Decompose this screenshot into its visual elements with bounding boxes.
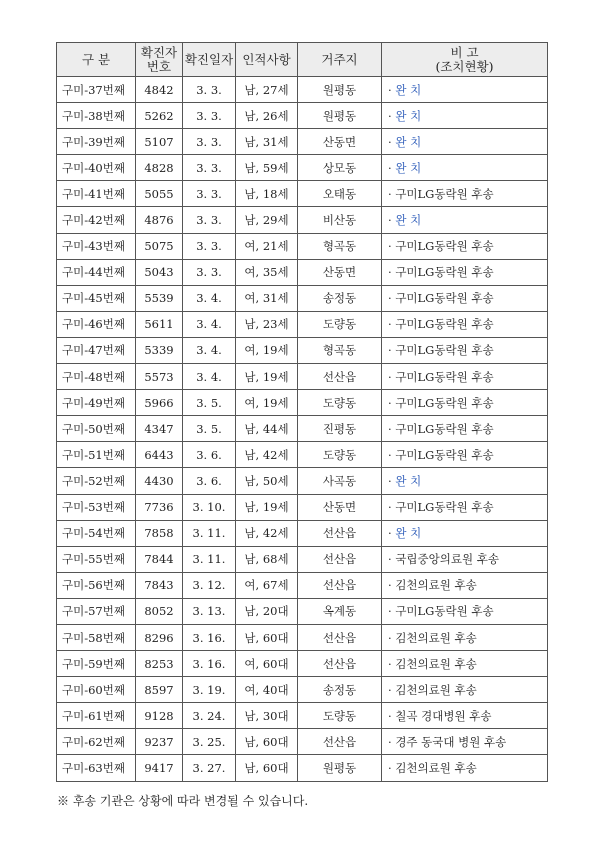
confirm-number-cell: 9417 xyxy=(136,755,183,781)
person-info-cell: 여, 35세 xyxy=(236,259,298,285)
table-body xyxy=(57,77,548,782)
note-bullet: · xyxy=(388,213,396,228)
case-id-cell: 구미-40번째 xyxy=(57,155,136,181)
table-row xyxy=(57,572,548,598)
confirm-date-cell: 3. 19. xyxy=(183,677,236,703)
table-row xyxy=(57,651,548,677)
status-note-cell xyxy=(382,703,548,729)
note-bullet: · xyxy=(388,395,396,410)
confirm-number-cell: 5339 xyxy=(136,337,183,363)
person-info-cell: 남, 20대 xyxy=(236,598,298,624)
residence-cell: 산동면 xyxy=(298,129,382,155)
confirm-date-cell: 3. 3. xyxy=(183,181,236,207)
confirm-number-cell: 4430 xyxy=(136,468,183,494)
recovered-status: 완 치 xyxy=(395,526,422,541)
table-row xyxy=(57,755,548,781)
recovered-status: 완 치 xyxy=(395,213,422,228)
header-person: 인적사항 xyxy=(236,43,298,77)
confirm-number-cell: 5055 xyxy=(136,181,183,207)
transfer-status: 구미LG동락원 후송 xyxy=(395,369,494,384)
confirm-date-cell: 3. 3. xyxy=(183,155,236,181)
confirm-date-cell: 3. 10. xyxy=(183,494,236,520)
residence-cell: 진평동 xyxy=(298,416,382,442)
confirm-number-cell: 4842 xyxy=(136,77,183,103)
transfer-status: 김천의료원 후송 xyxy=(395,630,477,645)
table-row xyxy=(57,729,548,755)
residence-cell: 산동면 xyxy=(298,494,382,520)
residence-cell: 도량동 xyxy=(298,311,382,337)
person-info-cell: 남, 60대 xyxy=(236,729,298,755)
note-bullet: · xyxy=(388,760,396,775)
table-row xyxy=(57,77,548,103)
status-note-cell xyxy=(382,103,548,129)
note-bullet: · xyxy=(388,552,396,567)
table-row xyxy=(57,103,548,129)
person-info-cell: 여, 40대 xyxy=(236,677,298,703)
case-id-cell: 구미-50번째 xyxy=(57,416,136,442)
table-row xyxy=(57,337,548,363)
footnote: ※ 후송 기관은 상황에 따라 변경될 수 있습니다. xyxy=(57,794,309,808)
person-info-cell: 남, 19세 xyxy=(236,364,298,390)
person-info-cell: 남, 29세 xyxy=(236,207,298,233)
residence-cell: 도량동 xyxy=(298,442,382,468)
header-confirm-number xyxy=(136,43,183,77)
note-bullet: · xyxy=(388,343,396,358)
table-row xyxy=(57,259,548,285)
residence-cell: 형곡동 xyxy=(298,233,382,259)
status-note-cell xyxy=(382,468,548,494)
status-note-cell xyxy=(382,520,548,546)
residence-cell: 선산읍 xyxy=(298,729,382,755)
confirm-date-cell: 3. 4. xyxy=(183,311,236,337)
status-note-cell xyxy=(382,546,548,572)
note-bullet: · xyxy=(388,369,396,384)
status-note-cell xyxy=(382,729,548,755)
status-note-cell xyxy=(382,259,548,285)
confirm-date-cell: 3. 4. xyxy=(183,285,236,311)
transfer-status: 구미LG동락원 후송 xyxy=(395,317,494,332)
header-residence: 거주지 xyxy=(298,43,382,77)
status-note-cell xyxy=(382,416,548,442)
confirm-date-cell: 3. 16. xyxy=(183,624,236,650)
note-bullet: · xyxy=(388,473,396,488)
person-info-cell: 남, 59세 xyxy=(236,155,298,181)
residence-cell: 옥계동 xyxy=(298,598,382,624)
status-note-cell xyxy=(382,624,548,650)
note-bullet: · xyxy=(388,630,396,645)
note-bullet: · xyxy=(388,604,396,619)
residence-cell: 형곡동 xyxy=(298,337,382,363)
confirm-date-cell: 3. 4. xyxy=(183,364,236,390)
table-row xyxy=(57,364,548,390)
transfer-status: 김천의료원 후송 xyxy=(395,760,477,775)
confirm-number-cell: 4828 xyxy=(136,155,183,181)
header-confirm-number-line1: 확진자 xyxy=(140,44,178,60)
confirm-date-cell: 3. 13. xyxy=(183,598,236,624)
status-note-cell xyxy=(382,77,548,103)
case-id-cell: 구미-47번째 xyxy=(57,337,136,363)
confirm-number-cell: 5611 xyxy=(136,311,183,337)
confirm-date-cell: 3. 3. xyxy=(183,103,236,129)
header-confirm-number-line2: 번호 xyxy=(146,58,172,74)
note-bullet: · xyxy=(388,265,396,280)
transfer-status: 구미LG동락원 후송 xyxy=(395,343,494,358)
confirm-date-cell: 3. 3. xyxy=(183,207,236,233)
note-bullet: · xyxy=(388,500,396,515)
residence-cell: 산동면 xyxy=(298,259,382,285)
table-row xyxy=(57,129,548,155)
status-note-cell xyxy=(382,651,548,677)
status-note-cell xyxy=(382,755,548,781)
case-id-cell: 구미-41번째 xyxy=(57,181,136,207)
confirm-date-cell: 3. 25. xyxy=(183,729,236,755)
case-id-cell: 구미-39번째 xyxy=(57,129,136,155)
table-row xyxy=(57,468,548,494)
confirm-number-cell: 6443 xyxy=(136,442,183,468)
confirm-number-cell: 5262 xyxy=(136,103,183,129)
confirm-date-cell: 3. 5. xyxy=(183,416,236,442)
note-bullet: · xyxy=(388,578,396,593)
status-note-cell xyxy=(382,364,548,390)
person-info-cell: 여, 19세 xyxy=(236,390,298,416)
residence-cell: 상모동 xyxy=(298,155,382,181)
case-id-cell: 구미-46번째 xyxy=(57,311,136,337)
note-bullet: · xyxy=(388,108,396,123)
patient-table xyxy=(56,42,548,782)
case-id-cell: 구미-57번째 xyxy=(57,598,136,624)
status-note-cell xyxy=(382,207,548,233)
status-note-cell xyxy=(382,155,548,181)
status-note-cell xyxy=(382,677,548,703)
table-row xyxy=(57,624,548,650)
table-row xyxy=(57,598,548,624)
table-row xyxy=(57,207,548,233)
transfer-status: 구미LG동락원 후송 xyxy=(395,186,494,201)
confirm-date-cell: 3. 5. xyxy=(183,390,236,416)
residence-cell: 송정동 xyxy=(298,285,382,311)
confirm-number-cell: 8052 xyxy=(136,598,183,624)
residence-cell: 사곡동 xyxy=(298,468,382,494)
table-row xyxy=(57,285,548,311)
confirm-date-cell: 3. 6. xyxy=(183,442,236,468)
recovered-status: 완 치 xyxy=(395,473,422,488)
case-id-cell: 구미-43번째 xyxy=(57,233,136,259)
case-id-cell: 구미-42번째 xyxy=(57,207,136,233)
note-bullet: · xyxy=(388,317,396,332)
person-info-cell: 남, 68세 xyxy=(236,546,298,572)
confirm-date-cell: 3. 3. xyxy=(183,233,236,259)
transfer-status: 국립중앙의료원 후송 xyxy=(395,552,499,567)
confirm-date-cell: 3. 11. xyxy=(183,546,236,572)
case-id-cell: 구미-60번째 xyxy=(57,677,136,703)
person-info-cell: 남, 18세 xyxy=(236,181,298,207)
confirm-number-cell: 5966 xyxy=(136,390,183,416)
residence-cell: 도량동 xyxy=(298,703,382,729)
confirm-number-cell: 5043 xyxy=(136,259,183,285)
recovered-status: 완 치 xyxy=(395,108,422,123)
header-note xyxy=(382,43,548,77)
residence-cell: 선산읍 xyxy=(298,624,382,650)
note-bullet: · xyxy=(388,526,396,541)
person-info-cell: 여, 19세 xyxy=(236,337,298,363)
person-info-cell: 남, 50세 xyxy=(236,468,298,494)
case-id-cell: 구미-52번째 xyxy=(57,468,136,494)
confirm-number-cell: 9128 xyxy=(136,703,183,729)
person-info-cell: 여, 67세 xyxy=(236,572,298,598)
confirm-number-cell: 8253 xyxy=(136,651,183,677)
case-id-cell: 구미-45번째 xyxy=(57,285,136,311)
confirm-date-cell: 3. 4. xyxy=(183,337,236,363)
person-info-cell: 남, 60대 xyxy=(236,755,298,781)
residence-cell: 선산읍 xyxy=(298,364,382,390)
table-row xyxy=(57,520,548,546)
confirm-number-cell: 5573 xyxy=(136,364,183,390)
person-info-cell: 남, 42세 xyxy=(236,520,298,546)
case-id-cell: 구미-38번째 xyxy=(57,103,136,129)
note-bullet: · xyxy=(388,734,396,749)
person-info-cell: 남, 26세 xyxy=(236,103,298,129)
residence-cell: 송정동 xyxy=(298,677,382,703)
recovered-status: 완 치 xyxy=(395,134,422,149)
person-info-cell: 남, 30대 xyxy=(236,703,298,729)
note-bullet: · xyxy=(388,656,396,671)
person-info-cell: 남, 23세 xyxy=(236,311,298,337)
status-note-cell xyxy=(382,129,548,155)
confirm-date-cell: 3. 3. xyxy=(183,129,236,155)
case-id-cell: 구미-37번째 xyxy=(57,77,136,103)
confirm-date-cell: 3. 11. xyxy=(183,520,236,546)
transfer-status: 김천의료원 후송 xyxy=(395,656,477,671)
table-row xyxy=(57,311,548,337)
note-bullet: · xyxy=(388,291,396,306)
person-info-cell: 남, 60대 xyxy=(236,624,298,650)
transfer-status: 김천의료원 후송 xyxy=(395,682,477,697)
table-row xyxy=(57,546,548,572)
transfer-status: 구미LG동락원 후송 xyxy=(395,447,494,462)
confirm-number-cell: 5539 xyxy=(136,285,183,311)
status-note-cell xyxy=(382,285,548,311)
residence-cell: 선산읍 xyxy=(298,572,382,598)
confirm-number-cell: 4876 xyxy=(136,207,183,233)
transfer-status: 구미LG동락원 후송 xyxy=(395,395,494,410)
case-id-cell: 구미-59번째 xyxy=(57,651,136,677)
note-bullet: · xyxy=(388,682,396,697)
confirm-date-cell: 3. 27. xyxy=(183,755,236,781)
residence-cell: 비산동 xyxy=(298,207,382,233)
residence-cell: 도량동 xyxy=(298,390,382,416)
residence-cell: 원평동 xyxy=(298,103,382,129)
recovered-status: 완 치 xyxy=(395,82,422,97)
confirm-date-cell: 3. 12. xyxy=(183,572,236,598)
transfer-status: 구미LG동락원 후송 xyxy=(395,604,494,619)
residence-cell: 선산읍 xyxy=(298,546,382,572)
confirm-number-cell: 9237 xyxy=(136,729,183,755)
table-row xyxy=(57,703,548,729)
status-note-cell xyxy=(382,233,548,259)
person-info-cell: 남, 31세 xyxy=(236,129,298,155)
transfer-status: 구미LG동락원 후송 xyxy=(395,500,494,515)
transfer-status: 구미LG동락원 후송 xyxy=(395,239,494,254)
case-id-cell: 구미-49번째 xyxy=(57,390,136,416)
note-bullet: · xyxy=(388,186,396,201)
table-row xyxy=(57,677,548,703)
header-confirm-date: 확진일자 xyxy=(183,43,236,77)
case-id-cell: 구미-56번째 xyxy=(57,572,136,598)
note-bullet: · xyxy=(388,160,396,175)
case-id-cell: 구미-61번째 xyxy=(57,703,136,729)
residence-cell: 원평동 xyxy=(298,755,382,781)
confirm-number-cell: 5107 xyxy=(136,129,183,155)
status-note-cell xyxy=(382,390,548,416)
transfer-status: 김천의료원 후송 xyxy=(395,578,477,593)
person-info-cell: 남, 27세 xyxy=(236,77,298,103)
confirm-number-cell: 4347 xyxy=(136,416,183,442)
table-row xyxy=(57,390,548,416)
case-id-cell: 구미-55번째 xyxy=(57,546,136,572)
status-note-cell xyxy=(382,494,548,520)
table-row xyxy=(57,494,548,520)
person-info-cell: 남, 44세 xyxy=(236,416,298,442)
note-bullet: · xyxy=(388,239,396,254)
transfer-status: 구미LG동락원 후송 xyxy=(395,291,494,306)
confirm-date-cell: 3. 16. xyxy=(183,651,236,677)
case-id-cell: 구미-54번째 xyxy=(57,520,136,546)
header-category: 구 분 xyxy=(57,43,136,77)
transfer-status: 경주 동국대 병원 후송 xyxy=(395,734,507,749)
case-id-cell: 구미-51번째 xyxy=(57,442,136,468)
residence-cell: 선산읍 xyxy=(298,520,382,546)
confirm-number-cell: 8296 xyxy=(136,624,183,650)
confirm-date-cell: 3. 6. xyxy=(183,468,236,494)
person-info-cell: 여, 31세 xyxy=(236,285,298,311)
case-id-cell: 구미-63번째 xyxy=(57,755,136,781)
status-note-cell xyxy=(382,442,548,468)
note-bullet: · xyxy=(388,82,396,97)
confirm-number-cell: 7858 xyxy=(136,520,183,546)
case-id-cell: 구미-48번째 xyxy=(57,364,136,390)
case-id-cell: 구미-62번째 xyxy=(57,729,136,755)
status-note-cell xyxy=(382,598,548,624)
transfer-status: 구미LG동락원 후송 xyxy=(395,421,494,436)
person-info-cell: 남, 42세 xyxy=(236,442,298,468)
note-bullet: · xyxy=(388,134,396,149)
status-note-cell xyxy=(382,311,548,337)
residence-cell: 원평동 xyxy=(298,77,382,103)
confirm-number-cell: 7844 xyxy=(136,546,183,572)
note-bullet: · xyxy=(388,421,396,436)
confirm-number-cell: 7843 xyxy=(136,572,183,598)
status-note-cell xyxy=(382,572,548,598)
table-row xyxy=(57,181,548,207)
table-row xyxy=(57,155,548,181)
confirm-number-cell: 7736 xyxy=(136,494,183,520)
recovered-status: 완 치 xyxy=(395,160,422,175)
case-id-cell: 구미-58번째 xyxy=(57,624,136,650)
person-info-cell: 여, 60대 xyxy=(236,651,298,677)
person-info-cell: 남, 19세 xyxy=(236,494,298,520)
note-bullet: · xyxy=(388,447,396,462)
document-page xyxy=(56,42,547,782)
residence-cell: 선산읍 xyxy=(298,651,382,677)
table-header xyxy=(57,43,548,77)
header-note-line1: 비 고 xyxy=(450,44,479,60)
table-row xyxy=(57,233,548,259)
header-note-line2: (조치현황) xyxy=(435,58,494,74)
confirm-date-cell: 3. 24. xyxy=(183,703,236,729)
person-info-cell: 여, 21세 xyxy=(236,233,298,259)
case-id-cell: 구미-53번째 xyxy=(57,494,136,520)
confirm-number-cell: 8597 xyxy=(136,677,183,703)
table-row xyxy=(57,442,548,468)
confirm-number-cell: 5075 xyxy=(136,233,183,259)
case-id-cell: 구미-44번째 xyxy=(57,259,136,285)
note-bullet: · xyxy=(388,708,396,723)
table-row xyxy=(57,416,548,442)
residence-cell: 오태동 xyxy=(298,181,382,207)
transfer-status: 구미LG동락원 후송 xyxy=(395,265,494,280)
confirm-date-cell: 3. 3. xyxy=(183,259,236,285)
confirm-date-cell: 3. 3. xyxy=(183,77,236,103)
status-note-cell xyxy=(382,181,548,207)
transfer-status: 칠곡 경대병원 후송 xyxy=(395,708,492,723)
status-note-cell xyxy=(382,337,548,363)
